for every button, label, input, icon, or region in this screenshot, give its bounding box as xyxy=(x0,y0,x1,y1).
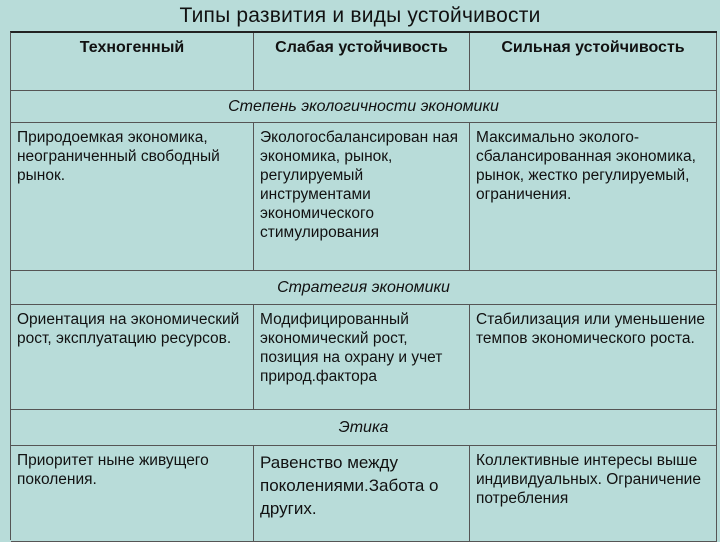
cell-ecology-weak: Экологосбалансирован ная экономика, рынок, регулируемый инструментами экономического стимулирования xyxy=(254,123,470,271)
section-label-strategy: Стратегия экономики xyxy=(11,271,717,305)
cell-ethics-technogenic: Приоритет ныне живущего поколения. xyxy=(11,446,254,542)
section-label-ethics: Этика xyxy=(11,410,717,446)
cell-ethics-weak: Равенство между поколениями.Забота о других. xyxy=(254,446,470,542)
page-title: Типы развития и виды устойчивости xyxy=(179,4,541,27)
section-label-ecology: Степень экологичности экономики xyxy=(11,91,717,123)
header-strong-sustainability: Сильная устойчивость xyxy=(470,33,717,91)
cell-ecology-strong: Максимально эколого-сбалансированная экономика, рынок, жестко регулируемый, ограничения. xyxy=(470,123,717,271)
cell-ecology-technogenic: Природоемкая экономика, неограниченный свободный рынок. xyxy=(11,123,254,271)
cell-strategy-strong: Стабилизация или уменьшение темпов экономического роста. xyxy=(470,305,717,410)
header-technogenic: Техногенный xyxy=(11,33,254,91)
cell-strategy-weak: Модифицированный экономический рост, позиция на охрану и учет природ.фактора xyxy=(254,305,470,410)
header-weak-sustainability: Слабая устойчивость xyxy=(254,33,470,91)
cell-strategy-technogenic: Ориентация на экономический рост, эксплуатацию ресурсов. xyxy=(11,305,254,410)
comparison-table xyxy=(10,31,717,540)
cell-ethics-strong: Коллективные интересы выше индивидуальных. Ограничение потребления xyxy=(470,446,717,542)
